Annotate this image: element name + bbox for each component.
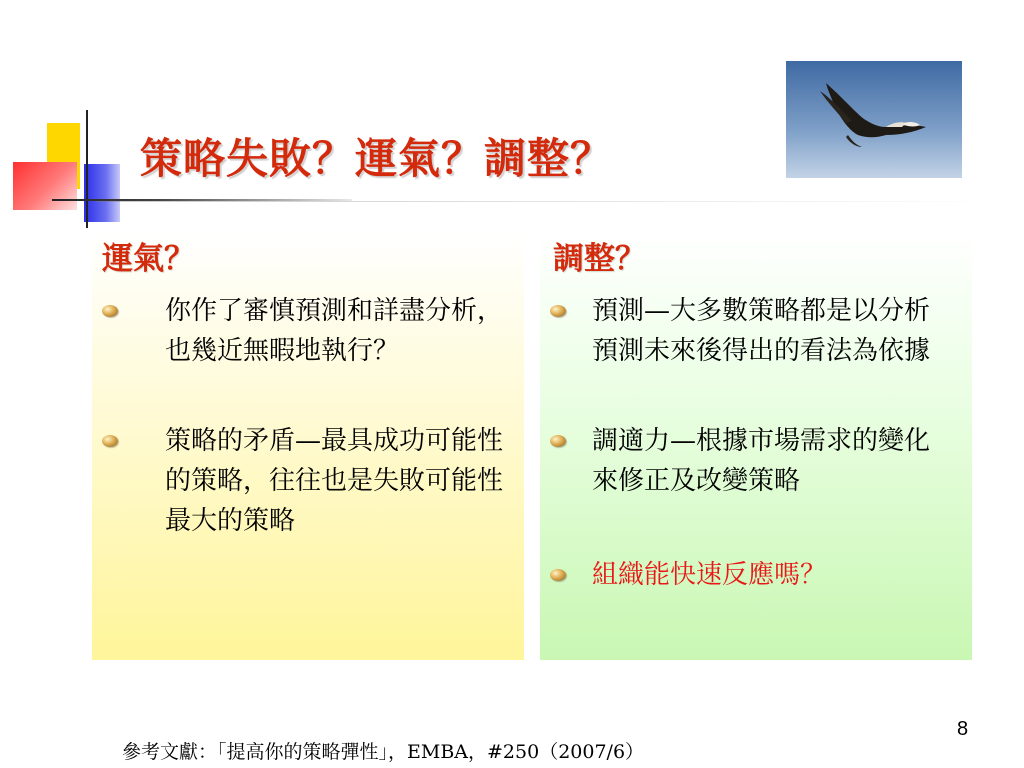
- left-bullet-text: 你作了審慎預測和詳盡分析，也幾近無暇地執行？: [165, 296, 504, 366]
- footer-reference: 參考文獻：「提高你的策略彈性」，EMBA，#250（2007/6）: [122, 741, 645, 763]
- bullet-icon: [102, 305, 118, 317]
- decor-vertical-line: [86, 110, 88, 228]
- left-heading: 運氣？: [102, 241, 195, 277]
- right-heading: 調整？: [553, 241, 646, 277]
- bullet-icon: [550, 305, 566, 317]
- right-bullet-text: 調適力—根據市場需求的變化來修正及改變策略: [592, 426, 931, 496]
- left-bullet-text: 策略的矛盾—最具成功可能性的策略，往往也是失敗可能性最大的策略: [165, 426, 504, 536]
- bullet-icon: [550, 435, 566, 447]
- right-bullet-text: 預測—大多數策略都是以分析預測未來後得出的看法為依據: [592, 296, 931, 366]
- slide-title: 策略失敗？運氣？調整？: [140, 134, 614, 183]
- eagle-photo: [786, 61, 962, 178]
- bullet-icon: [550, 569, 566, 581]
- right-bullet-text-highlight: 組織能快速反應嗎？: [592, 560, 827, 590]
- decor-blue-square: [84, 164, 120, 222]
- decor-red-square: [13, 162, 77, 210]
- title-underline: [96, 201, 966, 202]
- bullet-icon: [102, 435, 118, 447]
- page-number: 8: [957, 718, 969, 740]
